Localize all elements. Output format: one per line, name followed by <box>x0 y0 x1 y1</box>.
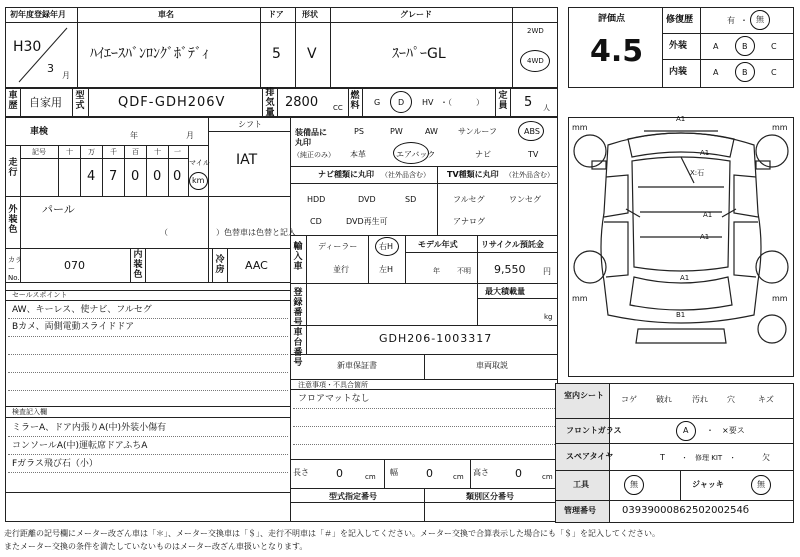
footer-line-2: またメーター交換の条件を満たしていないものはメーター改ざん車扱いとなります。 <box>4 542 308 551</box>
car-name: ﾊｲｴｰｽﾊﾞﾝﾛﾝｸﾞﾎﾞﾃﾞｨ <box>90 46 209 62</box>
inspector-label: 検査記入欄 <box>12 408 47 416</box>
chassis-value: GDH206-1003317 <box>379 332 493 345</box>
notes-label: 注意事項・不具合箇所 <box>298 381 368 389</box>
shape: V <box>307 46 317 62</box>
class-no-label: 類別区分番号 <box>466 492 514 501</box>
seat-label: 室内シート <box>564 391 604 400</box>
recycle-yen: 円 <box>543 267 551 276</box>
score-value: 4.5 <box>590 34 644 69</box>
color-label: 外装色 <box>8 205 18 235</box>
equip-aw: AW <box>425 127 438 136</box>
width-label: 幅 <box>390 468 398 477</box>
import-right-h: 右H <box>379 242 394 251</box>
displacement-label: 排気量 <box>265 88 275 118</box>
fuel-paren: ・（ ） <box>440 98 484 107</box>
equip-ps: PS <box>354 127 364 136</box>
chassis-label: 車台番号 <box>293 328 303 368</box>
import-parallel: 並行 <box>333 265 349 274</box>
doors: 5 <box>272 46 281 62</box>
color-no-label: カラーNo. <box>8 256 22 282</box>
mileage-digit-5: 0 <box>173 169 182 184</box>
management-value: 0393900086250200254б <box>622 505 750 516</box>
capacity-unit: 人 <box>543 104 550 112</box>
equip-navi: ナビ <box>475 150 491 159</box>
equip-leather: 本革 <box>350 150 366 159</box>
interior-label: 内装 <box>669 67 688 77</box>
interior-b: B <box>742 68 748 77</box>
reg-month: 3 <box>47 62 54 75</box>
color-value: パール <box>42 203 75 216</box>
mm-3: mm <box>572 294 588 303</box>
owner-manual[interactable]: 車両取説 <box>476 361 508 370</box>
ac-label: 冷房 <box>215 255 225 275</box>
mileage-digit-1: 4 <box>87 169 96 184</box>
navi-cd: CD <box>310 217 322 226</box>
interior-c: C <box>771 68 777 77</box>
door-label: ドア <box>268 10 284 19</box>
spare-t: T <box>660 453 665 462</box>
tv-title: TV種類に丸印 <box>447 170 499 179</box>
unit-1: 一 <box>174 148 181 156</box>
equip-sunroof: サンルーフ <box>458 127 497 136</box>
equip-tv: TV <box>528 150 539 159</box>
model-year-label: モデル年式 <box>418 240 458 249</box>
equip-airbag: エアバック <box>396 150 436 159</box>
import-dealer: ディーラー <box>318 242 358 251</box>
length-value: 0 <box>336 467 343 480</box>
damage-mark-5: B1 <box>676 311 686 319</box>
windshield-need: ×要ス <box>722 426 745 435</box>
exterior-label: 外装 <box>669 41 688 51</box>
grade-label: グレード <box>400 10 432 19</box>
mileage-label: 走行 <box>8 158 18 178</box>
windshield-sep: ・ <box>706 426 714 435</box>
unit-10m: 十 <box>66 148 73 156</box>
model: QDF-GDH206V <box>118 95 226 110</box>
displacement: 2800 <box>285 95 319 110</box>
length-unit: cm <box>365 473 376 481</box>
unit-10: 十 <box>154 148 161 156</box>
recycle-label: リサイクル預託金 <box>481 240 544 249</box>
seat-hole: 穴 <box>727 395 735 404</box>
height-value: 0 <box>515 467 522 480</box>
exterior-c: C <box>771 42 777 51</box>
recycle-value: 9,550 <box>494 263 526 276</box>
registration-label: 登録番号 <box>293 288 303 328</box>
jack-label: ジャッキ <box>692 480 724 489</box>
inspection-month: 月 <box>186 131 194 140</box>
fuel-hv: HV <box>422 98 434 107</box>
km-unit: km <box>192 176 205 185</box>
height-label: 高さ <box>473 468 489 477</box>
length-label: 長さ <box>293 468 309 477</box>
navi-dvd: DVD <box>358 195 376 204</box>
fuel-d: D <box>398 98 405 107</box>
inspector-line-3: Fガラス飛び石（小） <box>12 459 98 469</box>
grade: ｽｰﾊﾟｰGL <box>392 46 446 62</box>
damage-mark-stone: X:石 <box>690 169 705 177</box>
tools-value: 無 <box>630 480 638 489</box>
color-note: （ ）色替車は色替と記入 <box>160 228 296 237</box>
width-unit: cm <box>453 473 464 481</box>
model-year-unknown: 不明 <box>457 267 471 275</box>
header-row <box>5 7 558 88</box>
sales-points-label: セールスポイント <box>12 291 68 299</box>
capacity-label: 定員 <box>498 91 508 111</box>
spare-repair-kit: ・ 修理 KIT ・ <box>681 454 737 462</box>
fuel-label: 燃料 <box>350 91 360 111</box>
mileage-digit-2: 7 <box>109 169 118 184</box>
inspector-line-2: コンソールA(中)運転席ドアふちA <box>12 441 148 451</box>
import-label: 輸入車 <box>293 242 303 272</box>
inspection-label: 車検 <box>30 127 49 137</box>
shift-label: シフト <box>238 120 262 129</box>
height-unit: cm <box>542 473 553 481</box>
management-label: 管理番号 <box>564 506 596 515</box>
navi-hdd: HDD <box>307 195 326 204</box>
damage-mark-1: A1 <box>676 115 686 123</box>
unit-10k: 万 <box>88 148 95 156</box>
seat-tear: 破れ <box>656 395 672 404</box>
repair-sep: ・ <box>740 16 748 25</box>
windshield-label: フロントガラス <box>566 426 622 435</box>
import-left-h: 左H <box>379 265 394 274</box>
windshield-a: A <box>683 426 689 435</box>
reg-month-unit: 月 <box>62 71 70 80</box>
score-label: 評価点 <box>598 14 626 24</box>
seat-scratch: キズ <box>758 395 774 404</box>
exterior-a: A <box>713 42 719 51</box>
damage-mark-3: A1 <box>703 211 713 219</box>
mm-1: mm <box>572 123 588 132</box>
spare-label: スペアタイヤ <box>566 452 614 461</box>
repair-no: 無 <box>756 15 764 24</box>
ac-value: AAC <box>245 259 268 272</box>
max-load-unit: kg <box>544 313 553 321</box>
unit-100: 百 <box>132 148 139 156</box>
mm-2: mm <box>772 123 788 132</box>
interior-color-label: 内装色 <box>133 250 143 280</box>
navi-sub: （社外品含む） <box>381 171 430 179</box>
tools-label: 工具 <box>573 480 589 489</box>
repair-label: 修復歴 <box>666 15 694 25</box>
equip-abs: ABS <box>524 127 540 136</box>
equipment-sublabel: （純正のみ） <box>293 151 335 159</box>
equip-pw: PW <box>390 127 403 136</box>
damage-mark-4: A1 <box>680 274 690 282</box>
drive-4wd: 4WD <box>527 57 544 65</box>
seat-burn: コゲ <box>621 395 637 404</box>
tv-analog: アナログ <box>453 217 485 226</box>
color-no-value: 070 <box>64 259 85 272</box>
tv-fullseg: フルセグ <box>453 195 485 204</box>
max-load-label: 最大積載量 <box>485 287 525 296</box>
inspection-year: 年 <box>130 131 138 140</box>
new-car-warranty[interactable]: 新車保証書 <box>337 361 377 370</box>
shift-value: IAT <box>236 152 258 168</box>
mm-4: mm <box>772 294 788 303</box>
first-reg-label: 初年度登録年月 <box>10 10 66 19</box>
usage: 自家用 <box>29 96 62 109</box>
tv-oneseg: ワンセグ <box>509 195 541 204</box>
sales-point-2: Bカメ、両側電動スライドドア <box>12 322 135 332</box>
mileage-digit-3: 0 <box>131 169 140 184</box>
sales-point-1: AW、キーレス、使ナビ、フルセグ <box>12 305 152 315</box>
footer-line-1: 走行距離の記号欄にメーター改ざん車は「＊」、メーター交換車は「＄」、走行不明車は「＃」を記入してください。メーター交換で合算表示した場合にも「＄」を記入してください。 <box>4 529 660 538</box>
navi-sd: SD <box>405 195 417 204</box>
model-year-unit: 年 <box>433 267 440 275</box>
drive-2wd: 2WD <box>527 27 544 35</box>
inspector-line-1: ミラーA、ドア内張りA(中)外装小傷有 <box>12 423 167 433</box>
capacity: 5 <box>524 95 533 110</box>
era-year: H30 <box>13 39 42 55</box>
usage-label: 車歴 <box>8 91 18 111</box>
model-label: 型式 <box>75 91 85 111</box>
interior-a: A <box>713 68 719 77</box>
mile-label: マイル <box>189 159 210 167</box>
jack-value: 無 <box>757 480 765 489</box>
fuel-g: G <box>374 98 381 107</box>
damage-mark-2: A1 <box>700 149 710 157</box>
spare-none: 欠 <box>762 453 770 462</box>
width-value: 0 <box>426 467 433 480</box>
car-diagram <box>568 117 794 377</box>
tv-sub: （社外品含む） <box>505 171 554 179</box>
unit-1k: 千 <box>110 148 117 156</box>
mileage-digit-4: 0 <box>153 169 162 184</box>
notes-line-1: フロアマットなし <box>298 394 370 404</box>
car-name-label: 車名 <box>158 10 174 19</box>
exterior-b: B <box>742 42 748 51</box>
shape-label: 形状 <box>302 10 318 19</box>
equipment-label: 装備品に丸印 <box>295 128 327 147</box>
seat-dirt: 汚れ <box>692 395 708 404</box>
model-cert-label: 型式指定番号 <box>329 492 377 501</box>
mileage-symbol-label: 記号 <box>32 148 46 156</box>
repair-yes: 有 <box>727 16 735 25</box>
cc-unit: CC <box>333 104 343 112</box>
navi-title: ナビ種類に丸印 <box>318 170 374 179</box>
damage-mark-6: A1 <box>700 233 710 241</box>
navi-dvd-play: DVD再生可 <box>346 217 388 226</box>
